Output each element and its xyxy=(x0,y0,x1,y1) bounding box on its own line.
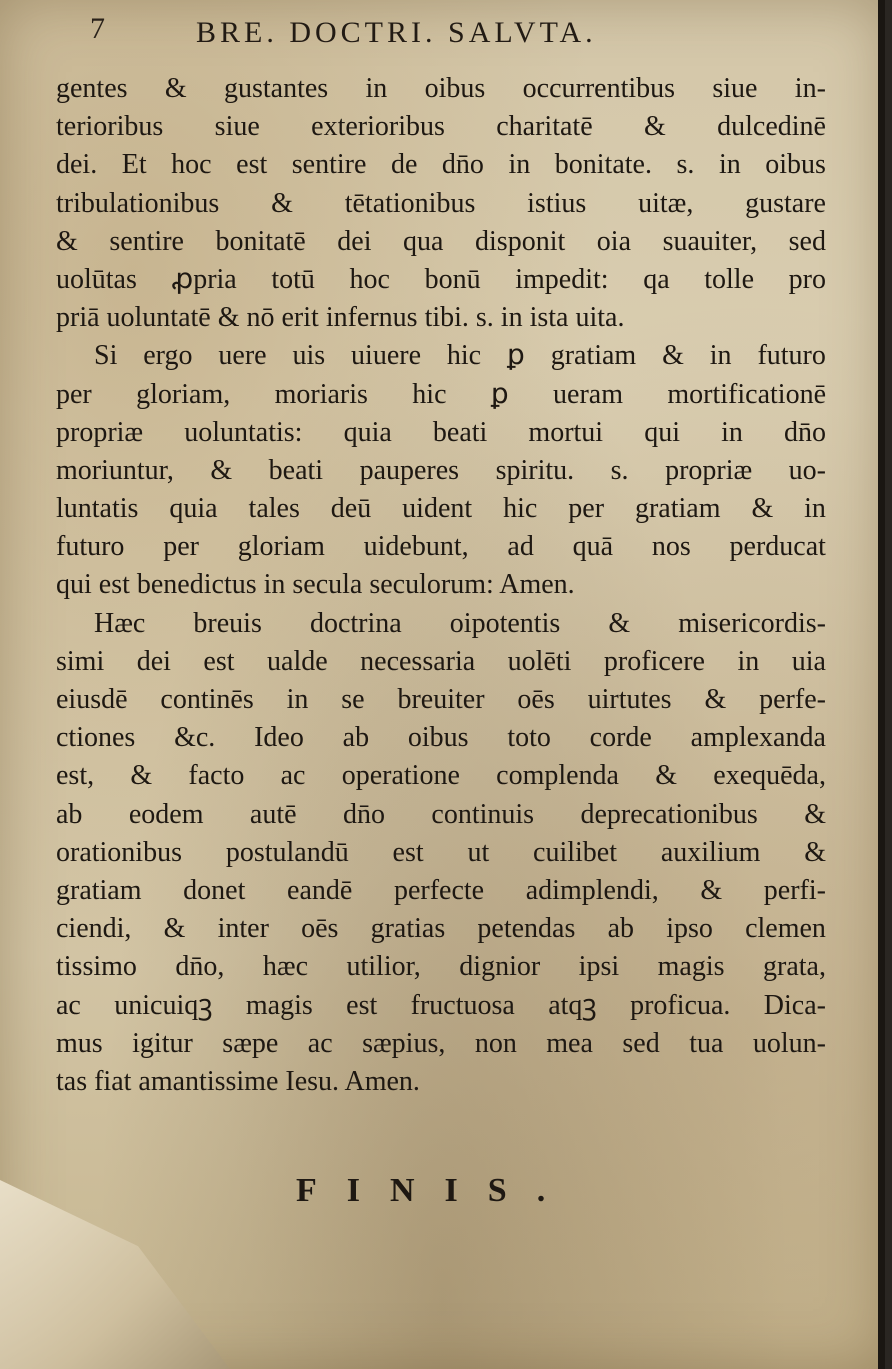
running-head: BRE. DOCTRI. SALVTA. xyxy=(196,16,597,49)
text-line: ciendi, & inter oēs gratias petendas ab ipso clemen xyxy=(56,913,826,945)
text-line: luntatis quia tales deū uident hic per gratiam & in xyxy=(56,493,826,525)
text-line: per gloriam, moriaris hic ꝑ ueram mortificationē xyxy=(56,378,826,410)
text-line: gratiam donet eandē perfecte adimplendi, & perfi- xyxy=(56,874,826,906)
text-line: uolūtas ꝓpria totū hoc bonū impedit: qa tolle pro xyxy=(56,263,826,295)
text-line: terioribus siue exterioribus charitatē & dulcedinē xyxy=(56,111,826,143)
torn-corner xyxy=(0,1180,230,1369)
text-line: eiusdē continēs in se breuiter oēs uirtutes & perfe- xyxy=(56,684,826,715)
page-number: 7 xyxy=(90,12,105,45)
text-line: tissimo dn̄o, hæc utilior, dignior ipsi magis grata, xyxy=(56,951,826,983)
text-line: gentes & gustantes in oibus occurrentibus siue in- xyxy=(56,73,826,104)
text-line: ac unicuiqꝫ magis est fructuosa atqꝫ proficua. Dica- xyxy=(56,989,826,1021)
text-line: moriuntur, & beati pauperes spiritu. s. propriæ uo- xyxy=(56,454,826,486)
paragraph-start-line: Si ergo uere uis uiuere hic ꝑ gratiam & in futuro xyxy=(94,340,826,372)
text-line: qui est benedictus in secula seculorum: Amen. xyxy=(56,569,575,601)
text-line: priā uoluntatē & nō erit infernus tibi. s. in ista uita. xyxy=(56,302,625,334)
text-line: ab eodem autē dn̄o continuis deprecationibus & xyxy=(56,798,826,830)
paragraph-start-line: Hæc breuis doctrina oipotentis & misericordis- xyxy=(94,607,826,639)
text-line: dei. Et hoc est sentire de dn̄o in bonitate. s. in oibus xyxy=(56,149,826,181)
text-line: tas fiat amantissime Iesu. Amen. xyxy=(56,1065,420,1097)
text-line: est, & facto ac operatione complenda & exequēda, xyxy=(56,760,826,792)
text-line: ctiones &c. Ideo ab oibus toto corde amplexanda xyxy=(56,722,826,754)
text-line: simi dei est ualde necessaria uolēti proficere in uia xyxy=(56,645,826,677)
text-line: futuro per gloriam uidebunt, ad quā nos perducat xyxy=(56,531,826,563)
text-line: & sentire bonitatē dei qua disponit oia suauiter, sed xyxy=(56,225,826,257)
text-line: propriæ uoluntatis: quia beati mortui qui in dn̄o xyxy=(56,416,826,448)
text-line: tribulationibus & tētationibus istius uitæ, gustare xyxy=(56,187,826,219)
body-text xyxy=(56,70,826,1101)
finis-colophon: FINIS. xyxy=(296,1172,576,1209)
text-line: mus igitur sæpe ac sæpius, non mea sed tua uolun- xyxy=(56,1027,826,1059)
page-edge-shadow xyxy=(878,0,885,1369)
text-line: orationibus postulandū est ut cuilibet auxilium & xyxy=(56,836,826,868)
